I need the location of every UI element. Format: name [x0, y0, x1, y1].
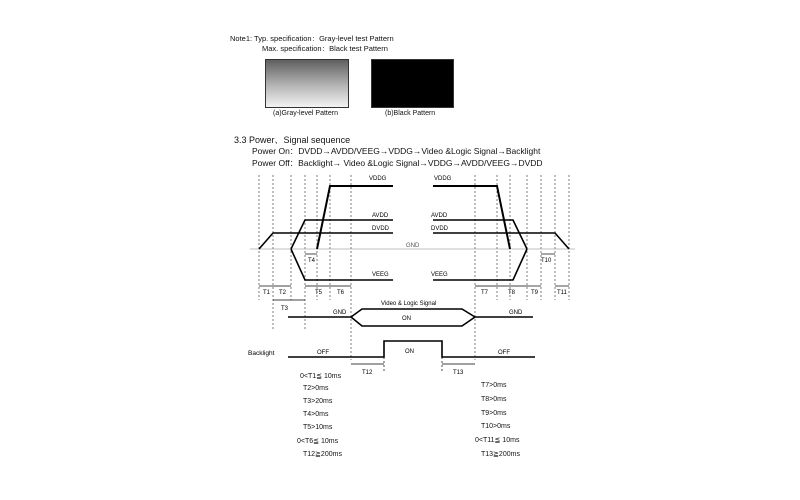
label-dvdd-right: DVDD	[431, 226, 449, 232]
timing-right-1: T7>0ms	[481, 382, 507, 389]
label-t3: T3	[281, 306, 289, 312]
label-dvdd-left: DVDD	[372, 226, 390, 232]
timing-right-2: T8>0ms	[481, 396, 507, 403]
label-t9: T9	[531, 290, 539, 296]
timing-left-6: 0<T6≦ 10ms	[297, 438, 339, 445]
note-line-1: Note1: Typ. specification：Gray-level test Pattern	[230, 34, 394, 43]
label-t4: T4	[308, 258, 316, 264]
label-t12: T12	[362, 370, 373, 376]
label-backlight-off-right: OFF	[498, 350, 510, 356]
avdd-left-waveform	[291, 220, 393, 249]
label-video-gnd-left: GND	[333, 310, 347, 316]
note-line-2: Max. specification：Black test Pattern	[262, 44, 388, 53]
label-t6: T6	[337, 290, 345, 296]
power-on-sequence: Power On：DVDD→AVDD/VEEG→VDDG→Video &Logic Signal→Backlight	[252, 146, 541, 156]
timing-left-4: T4>0ms	[303, 411, 329, 418]
label-avdd-right: AVDD	[431, 213, 448, 219]
label-video-logic: Video & Logic Signal	[381, 301, 437, 307]
label-t7: T7	[481, 290, 489, 296]
black-caption: (b)Black Pattern	[385, 110, 436, 117]
timing-right-3: T9>0ms	[481, 410, 507, 417]
label-video-on: ON	[402, 316, 411, 322]
dvdd-right-waveform	[433, 233, 569, 249]
label-backlight-off-left: OFF	[317, 350, 329, 356]
timing-right-5: 0<T11≦ 10ms	[475, 437, 520, 444]
label-backlight: Backlight	[248, 350, 275, 357]
timing-left-1: 0<T1≦ 10ms	[300, 373, 342, 380]
label-t13: T13	[453, 370, 464, 376]
power-off-sequence: Power Off：Backlight→ Video &Logic Signal→VDDG→AVDD/VEEG→DVDD	[252, 158, 543, 168]
avdd-right-waveform	[433, 220, 527, 249]
label-t10: T10	[541, 258, 552, 264]
label-veeg-right: VEEG	[431, 272, 448, 278]
label-t11: T11	[557, 290, 567, 296]
timing-left-3: T3>20ms	[303, 398, 333, 405]
label-avdd-left: AVDD	[372, 213, 389, 219]
t-row-arrows	[259, 286, 569, 300]
label-t1: T1	[263, 290, 271, 296]
video-lower-waveform	[351, 317, 475, 326]
label-backlight-on: ON	[405, 349, 414, 355]
section-heading: 3.3 Power、Signal sequence	[234, 135, 351, 145]
dvdd-left-waveform	[259, 233, 393, 249]
timing-left-7: T12≧200ms	[303, 451, 342, 458]
gray-level-caption: (a)Gray-level Pattern	[273, 110, 338, 117]
label-vddg-right: VDDG	[434, 176, 452, 182]
label-t8: T8	[508, 290, 516, 296]
label-gnd-rail: GND	[406, 243, 420, 249]
label-t5: T5	[315, 290, 323, 296]
label-t2: T2	[279, 290, 287, 296]
timing-left-5: T5>10ms	[303, 424, 333, 431]
label-video-gnd-right: GND	[509, 310, 523, 316]
timing-left-2: T2>0ms	[303, 385, 329, 392]
timing-right-4: T10>0ms	[481, 423, 511, 430]
marker-lines	[259, 175, 569, 360]
label-vddg-left: VDDG	[369, 176, 387, 182]
timing-right-6: T13≧200ms	[481, 451, 520, 458]
label-veeg-left: VEEG	[372, 272, 389, 278]
